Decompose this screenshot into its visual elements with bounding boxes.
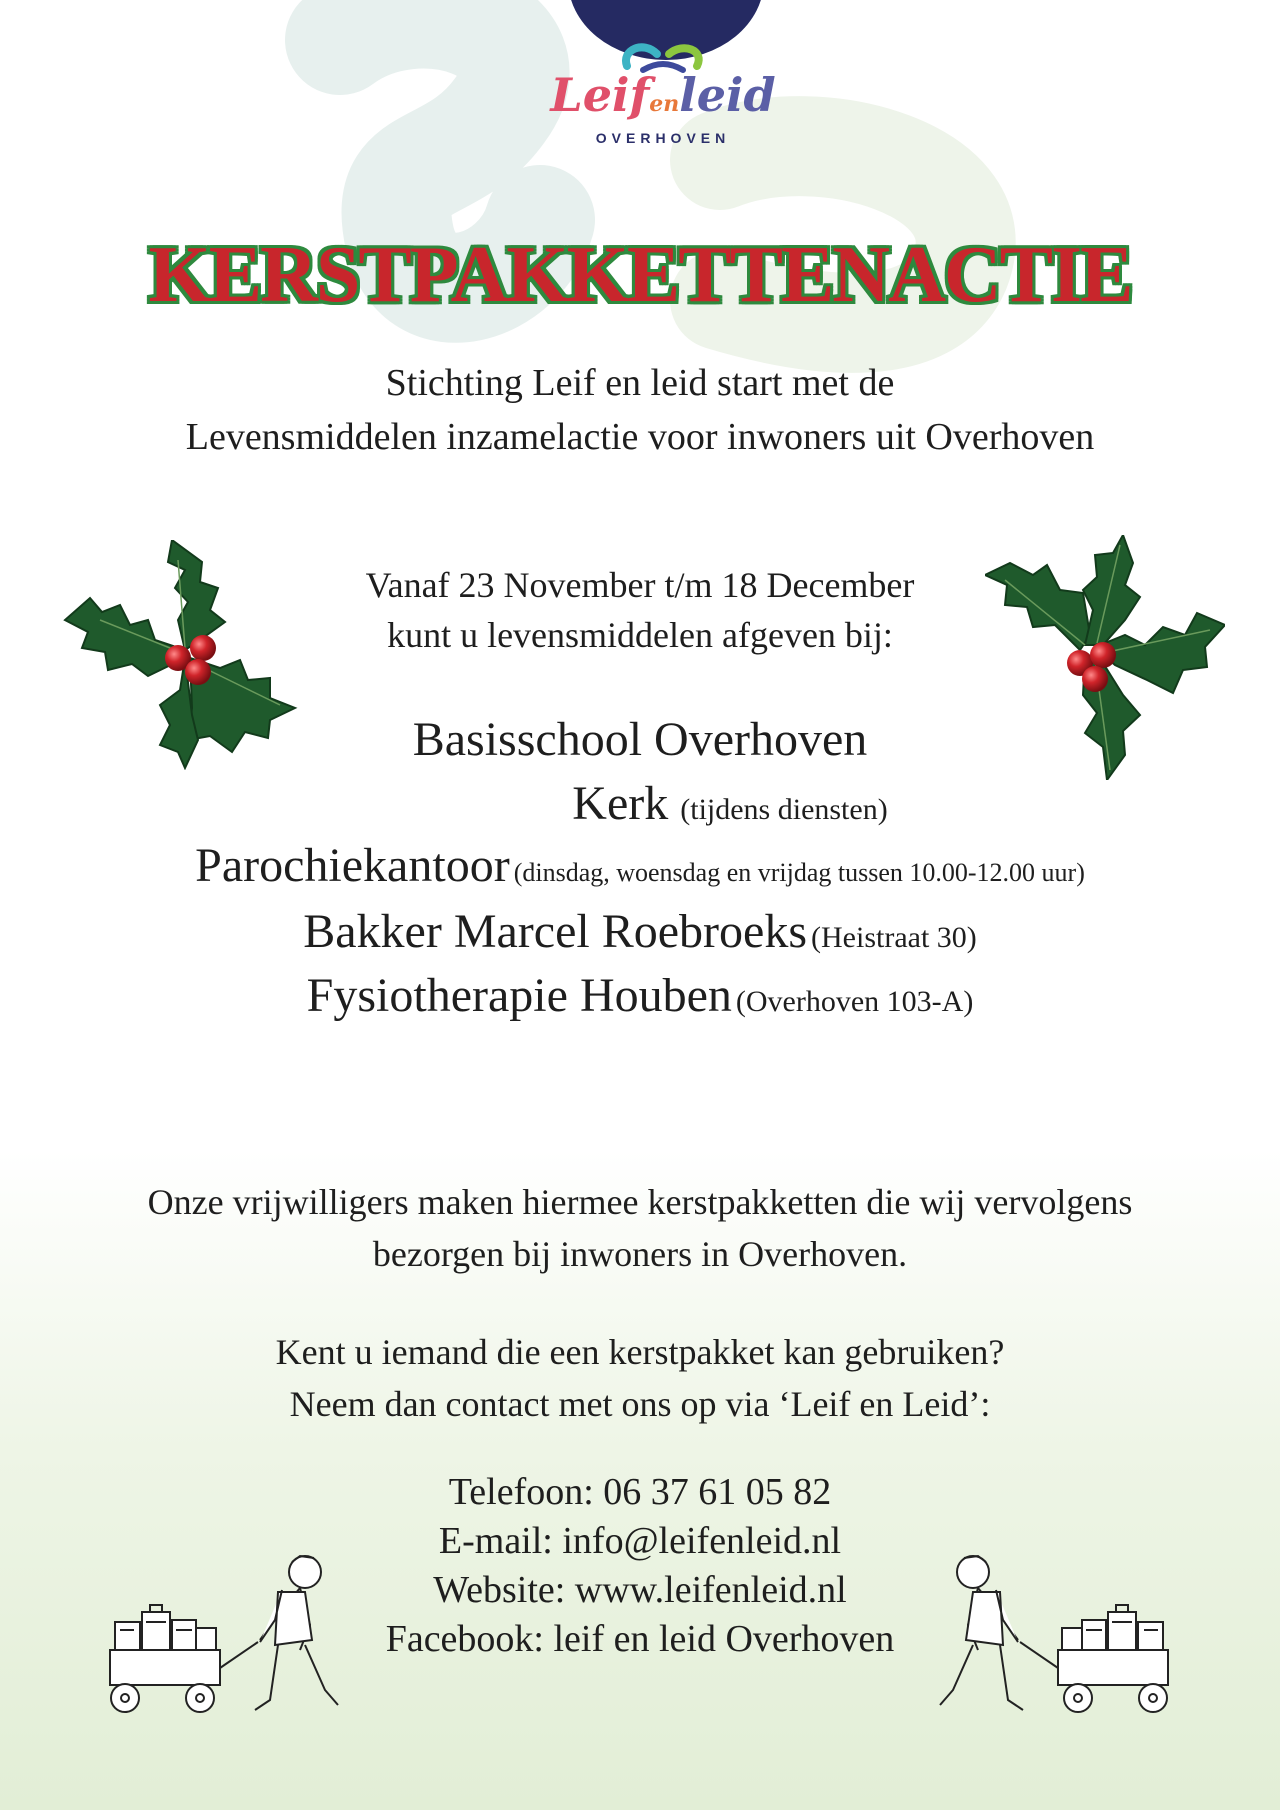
contact-phone: Telefoon: 06 37 61 05 82 bbox=[448, 1471, 832, 1513]
wagon-boy-icon bbox=[918, 1550, 1178, 1720]
location-name bbox=[572, 777, 887, 830]
location-item bbox=[0, 776, 1280, 831]
paragraph-line: Onze vrijwilligers maken hiermee kerstpakketten die wij vervolgens bbox=[147, 1182, 1133, 1222]
location-name: Parochiekantoor bbox=[195, 839, 510, 892]
wagon-boy-icon bbox=[100, 1550, 360, 1720]
location-name: Bakker Marcel Roebroeks bbox=[303, 905, 808, 958]
location-detail: (dinsdag, woensdag en vrijdag tussen 10.00-12.00 uur) bbox=[513, 858, 1085, 887]
location-detail: (Overhoven 103-A) bbox=[735, 985, 974, 1018]
paragraph-line: bezorgen bij inwoners in Overhoven. bbox=[372, 1234, 908, 1274]
location-item bbox=[0, 968, 1280, 1023]
intro-line-2: Levensmiddelen inzamelactie voor inwoners uit Overhoven bbox=[185, 416, 1095, 458]
location-name-text: Kerk bbox=[572, 777, 669, 830]
headline: KERSTPAKKETTENACTIE bbox=[148, 231, 1132, 319]
volunteers-paragraph bbox=[0, 1176, 1280, 1280]
location-item bbox=[0, 712, 1280, 767]
intro-text bbox=[0, 356, 1280, 464]
location-detail: (Heistraat 30) bbox=[811, 921, 977, 954]
location-item bbox=[0, 838, 1280, 893]
logo bbox=[528, 30, 798, 170]
location-name: Basisschool Overhoven bbox=[412, 713, 868, 766]
logo-word-leif: Leif bbox=[550, 68, 650, 122]
dates-line-2: kunt u levensmiddelen afgeven bij: bbox=[387, 615, 893, 655]
paragraph-line: Neem dan contact met ons op via ‘Leif en Leid’: bbox=[289, 1384, 991, 1424]
contact-website: Website: www.leifenleid.nl bbox=[433, 1569, 847, 1611]
dates-text bbox=[0, 560, 1280, 660]
logo-word-leid: leid bbox=[679, 68, 776, 122]
intro-line-1: Stichting Leif en leid start met de bbox=[385, 362, 895, 404]
dates-line-1: Vanaf 23 November t/m 18 December bbox=[365, 565, 915, 605]
logo-word-en: en bbox=[649, 91, 680, 117]
logo-subtitle: OVERHOVEN bbox=[595, 130, 731, 146]
contact-facebook: Facebook: leif en leid Overhoven bbox=[385, 1618, 895, 1660]
logo-wordmark bbox=[528, 68, 798, 122]
location-detail: (tijdens diensten) bbox=[680, 793, 888, 826]
location-item bbox=[0, 904, 1280, 959]
contact-email: E-mail: info@leifenleid.nl bbox=[438, 1520, 842, 1562]
contact-invite-paragraph bbox=[0, 1326, 1280, 1430]
paragraph-line: Kent u iemand die een kerstpakket kan gebruiken? bbox=[275, 1332, 1005, 1372]
logo-swirl-icon bbox=[613, 36, 713, 76]
location-name: Fysiotherapie Houben bbox=[306, 969, 732, 1022]
